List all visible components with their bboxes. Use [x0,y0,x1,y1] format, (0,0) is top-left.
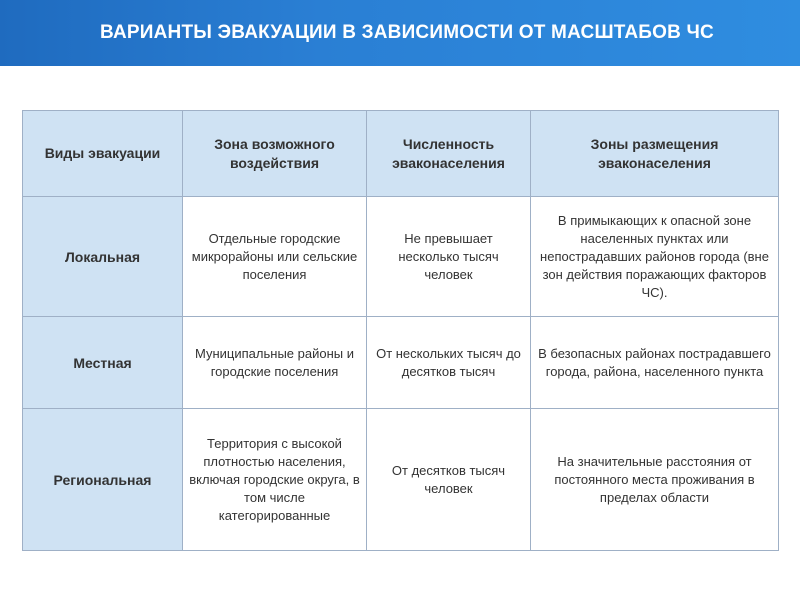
page-title: ВАРИАНТЫ ЭВАКУАЦИИ В ЗАВИСИМОСТИ ОТ МАСШТАБОВ ЧС [100,22,714,43]
table-row [23,317,779,409]
row-count: Не превышает несколько тысяч человек [367,197,531,317]
table-header-row [23,111,779,197]
row-type-local: Локальная [23,197,183,317]
evacuation-table [22,110,779,551]
row-placement: В примыкающих к опасной зоне населенных пунктах или непострадавших районов города (вне зон действия поражающих факторов ЧС). [531,197,779,317]
row-zone: Территория с высокой плотностью населения, включая городские округа, в том числе категорированные [183,409,367,551]
header-evacuee-count: Численность эваконаселения [367,111,531,197]
row-count: От нескольких тысяч до десятков тысяч [367,317,531,409]
table-row [23,197,779,317]
row-placement: На значительные расстояния от постоянного места проживания в пределах области [531,409,779,551]
header-impact-zone: Зона возможного воздействия [183,111,367,197]
row-count: От десятков тысяч человек [367,409,531,551]
row-zone: Муниципальные районы и городские поселения [183,317,367,409]
header-evacuation-type: Виды эвакуации [23,111,183,197]
row-placement: В безопасных районах пострадавшего города, района, населенного пункта [531,317,779,409]
evacuation-table-container [22,110,778,551]
title-bar [0,0,800,66]
table-row [23,409,779,551]
row-type-municipal: Местная [23,317,183,409]
header-placement-zones: Зоны размещения эваконаселения [531,111,779,197]
row-type-regional: Региональная [23,409,183,551]
row-zone: Отдельные городские микрорайоны или сельские поселения [183,197,367,317]
